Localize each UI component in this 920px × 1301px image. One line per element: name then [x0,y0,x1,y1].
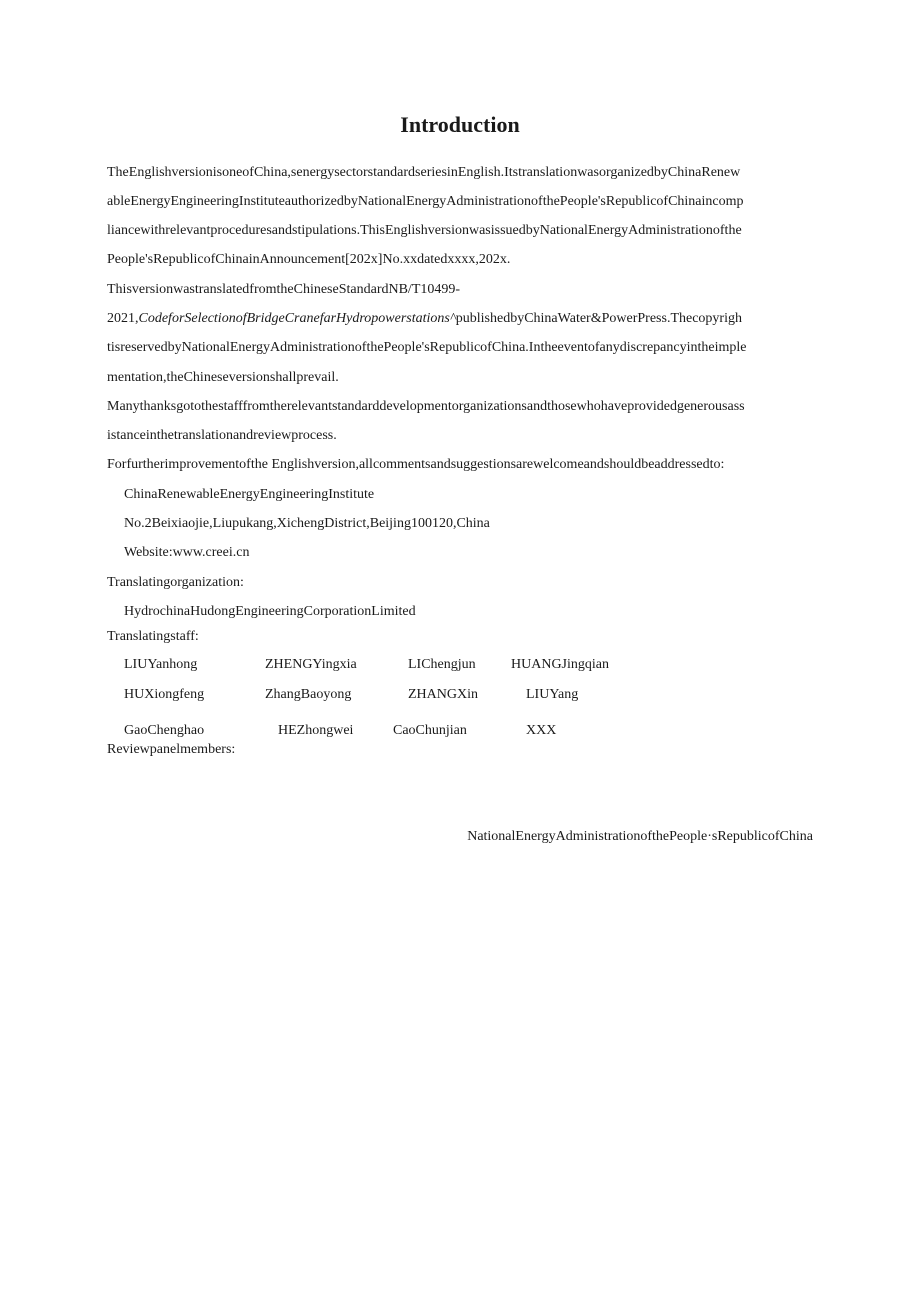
para1-line2: ableEnergyEngineeringInstituteauthorizedbyNationalEnergyAdministrationofthePeople'sRepublicofChinaincomp [107,194,744,209]
review-panel-label: Reviewpanelmembers: [107,742,236,757]
staff-name: XXX [526,723,557,738]
staff-name: HEZhongwei [278,723,354,738]
staff-name: ZHANGXin [408,687,478,702]
para2-line2-suffix: publishedbyChinaWater&PowerPress.Thecopyrigh [455,311,742,326]
address-website: Website:www.creei.cn [124,545,250,560]
para2-line3: tisreservedbyNationalEnergyAdministrationofthePeople'sRepublicofChina.Intheeventofanydiscrepancyintheimple [107,340,747,355]
para2-line2 [107,310,742,328]
staff-name: HUANGJingqian [511,657,609,672]
staff-name: LIUYang [526,687,579,702]
staff-name: LIChengjun [408,657,476,672]
issuing-authority: NationalEnergyAdministrationofthePeople·sRepublicofChina [467,829,813,844]
translating-org-label: Translatingorganization: [107,575,244,590]
page-title: Introduction [400,112,520,137]
para2-line2-prefix: 2021, [107,311,139,326]
para1-line4: People'sRepublicofChinainAnnouncement[202x]No.xxdatedxxxx,202x. [107,252,511,267]
translating-org: HydrochinaHudongEngineeringCorporationLimited [124,604,416,619]
address-org: ChinaRenewableEnergyEngineeringInstitute [124,487,375,502]
standard-title: CodeforSelectionofBridgeCranefarHydropowerstations^ [138,311,456,326]
address-street: No.2Beixiaojie,Liupukang,XichengDistrict,Beijing100120,China [124,516,490,531]
staff-name: ZHENGYingxia [265,657,357,672]
staff-name: CaoChunjian [393,723,467,738]
para1-line3: liancewithrelevantproceduresandstipulations.ThisEnglishversionwasissuedbyNationalEnergyAdministrationofthe [107,223,742,238]
staff-name: ZhangBaoyong [265,687,352,702]
translating-staff-label: Translatingstaff: [107,629,199,644]
para2-line4: mentation,theChineseversionshallprevail. [107,370,339,385]
para3-line2: istanceinthetranslationandreviewprocess. [107,428,337,443]
para1-line1: TheEnglishversionisoneofChina,senergysectorstandardseriesinEnglish.ItstranslationwasorganizedbyChinaRenew [107,165,741,180]
staff-name: LIUYanhong [124,657,198,672]
para2-line1: ThisversionwastranslatedfromtheChineseStandardNB/T10499- [107,282,461,297]
staff-name: GaoChenghao [124,723,205,738]
staff-name: HUXiongfeng [124,687,205,702]
para3-line1: Manythanksgotothestafffromtherelevantstandarddevelopmentorganizationsandthosewhohaveprovidedgenerousass [107,399,745,414]
para4: Forfurtherimprovementofthe Englishversion,allcommentsandsuggestionsarewelcomeandshouldbeaddressedto: [107,457,725,472]
